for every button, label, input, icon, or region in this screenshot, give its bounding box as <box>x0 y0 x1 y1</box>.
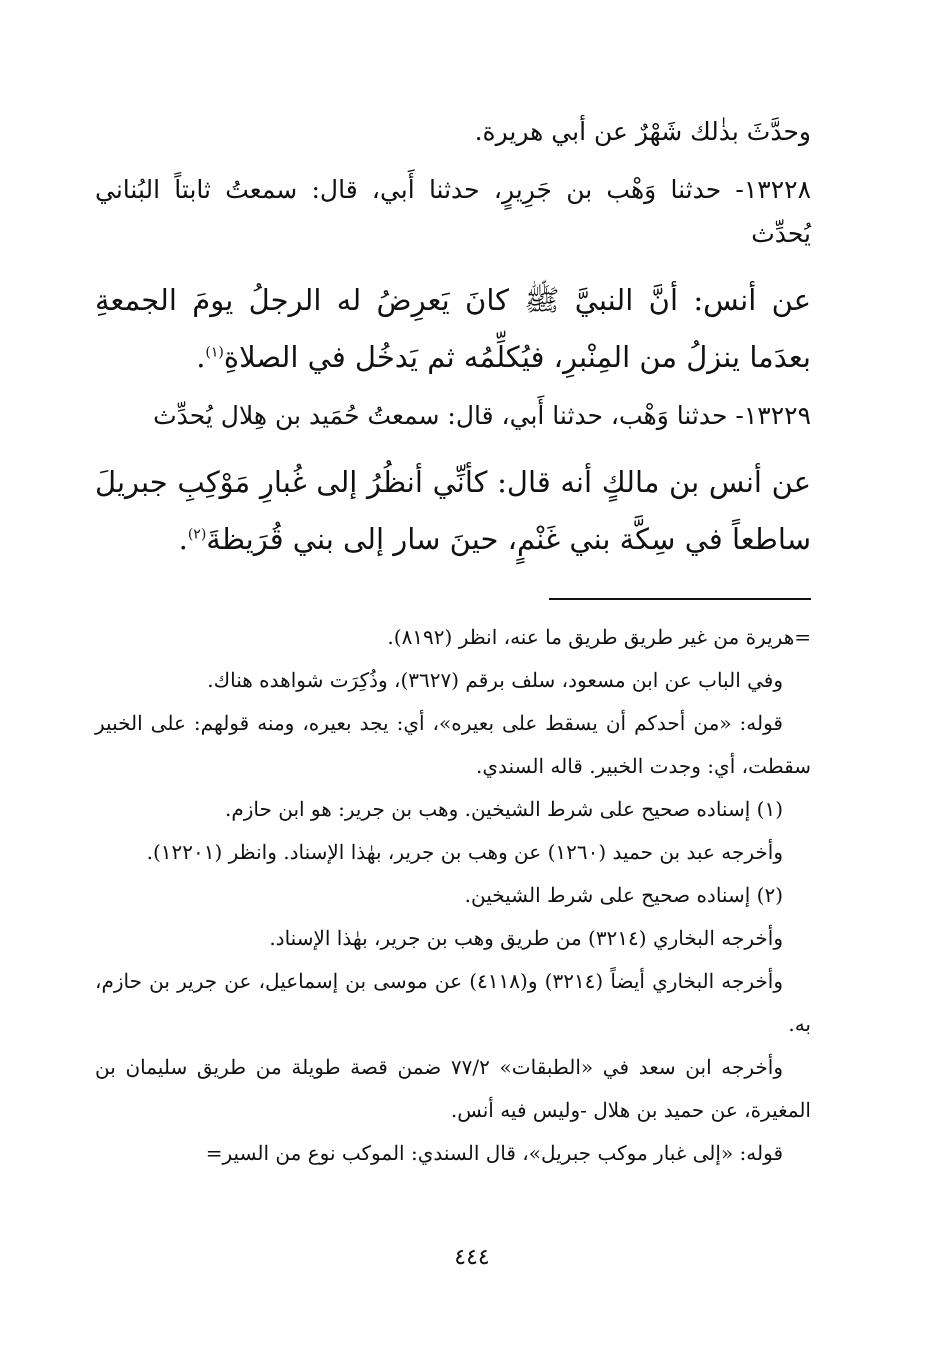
matn-text: عن أنس بن مالكٍ أنه قال: كأنِّي أنظُرُ إلى غُبارِ مَوْكِبِ جبريلَ ساطعاً في سِكَّة بني غَنْمٍ، حينَ سار إلى بني قُرَيظةَ <box>95 465 811 556</box>
hadith-13229-matn <box>95 454 811 568</box>
footnote-line: وفي الباب عن ابن مسعود، سلف برقم (٣٦٢٧)، وذُكِرَت شواهده هناك. <box>207 668 783 692</box>
intro-text: وحدَّثَ بذٰلك شَهْرٌ عن أبي هريرة. <box>474 117 811 146</box>
matn-text: عن أنس: أنَّ النبيَّ ﷺ كانَ يَعرِضُ له الرجلُ يومَ الجمعةِ بعدَما ينزلُ من المِنْبرِ، فيُكلِّمُه ثم يَدخُل في الصلاةِ <box>95 283 811 374</box>
footnote-marker: (١) <box>205 344 224 361</box>
footnote-line: =هريرة من غير طريق طريق ما عنه، انظر (٨١٩٢). <box>387 625 811 649</box>
footnote-line: وأخرجه البخاري أيضاً (٣٢١٤) و(٤١١٨) عن موسى بن إسماعيل، عن جرير بن حازم، به. <box>95 969 811 1036</box>
end-mark: . <box>178 522 188 556</box>
footnote-line: قوله: «إلى غبار موكب جبريل»، قال السندي: الموكب نوع من السير= <box>205 1141 783 1165</box>
hadith-13228-matn <box>95 272 811 386</box>
isnad-text: ١٣٢٢٨- حدثنا وَهْب بن جَرِيرٍ، حدثنا أَبي، قال: سمعتُ ثابتاً البُناني يُحدِّث <box>95 175 811 248</box>
intro-line <box>95 110 811 154</box>
footnote-line: وأخرجه البخاري (٣٢١٤) من طريق وهب بن جرير، بهٰذا الإسناد. <box>269 926 783 950</box>
hadith-13229-isnad <box>95 394 811 438</box>
footnote-2: (٢) إسناده صحيح على شرط الشيخين. <box>464 883 783 907</box>
footnote-marker: (٢) <box>187 526 207 543</box>
page-number: ٤٤٤ <box>454 1245 490 1270</box>
end-mark: . <box>196 340 206 374</box>
footnote-line: وأخرجه ابن سعد في «الطبقات» ٧٧/٢ ضمن قصة طويلة من طريق سليمان بن المغيرة، عن حميد بن هلال -وليس فيه أنس. <box>95 1055 811 1122</box>
footnote-separator <box>549 598 811 600</box>
footnote-1: (١) إسناده صحيح على شرط الشيخين. وهب بن جرير: هو ابن حازم. <box>225 797 783 821</box>
footnotes <box>95 616 811 1175</box>
footnote-line: قوله: «من أحدكم أن يسقط على بعيره»، أي: يجد بعيره، ومنه قولهم: على الخبير سقطت، أي: وجدت الخبير. قاله السندي. <box>95 711 811 778</box>
book-page <box>95 110 811 1290</box>
footnote-line: وأخرجه عبد بن حميد (١٢٦٠) عن وهب بن جرير، بهٰذا الإسناد. وانظر (١٢٢٠١). <box>146 840 783 864</box>
isnad-text: ١٣٢٢٩- حدثنا وَهْب، حدثنا أَبي، قال: سمعتُ حُمَيد بن هِلال يُحدِّث <box>153 401 811 430</box>
hadith-13228-isnad <box>95 168 811 256</box>
